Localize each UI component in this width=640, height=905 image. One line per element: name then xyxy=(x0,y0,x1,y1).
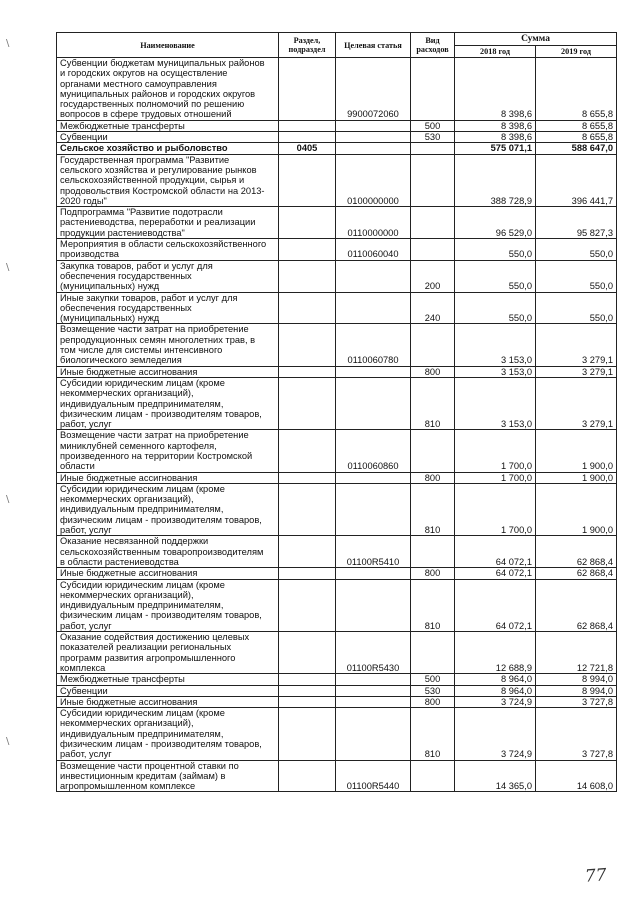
row-value-2019: 1 900,0 xyxy=(536,483,617,535)
table-row xyxy=(57,58,617,121)
table-row xyxy=(57,154,617,206)
row-value-2018: 8 964,0 xyxy=(455,685,536,696)
row-target: 0100000000 xyxy=(336,154,411,206)
row-type: 810 xyxy=(411,708,455,760)
row-target: 0110000000 xyxy=(336,207,411,239)
scan-mark: \ xyxy=(6,736,10,747)
row-target xyxy=(336,674,411,685)
header-type: Вид расходов xyxy=(411,33,455,58)
row-section xyxy=(279,579,336,631)
table-row xyxy=(57,430,617,472)
row-target: 0110060860 xyxy=(336,430,411,472)
row-target: 01100R5430 xyxy=(336,632,411,674)
row-type: 800 xyxy=(411,696,455,707)
row-section xyxy=(279,154,336,206)
row-name: Субвенции бюджетам муниципальных районов и городских округов на осуществление органами местного самоуправления муниципальных районов и городских округов государственных полномочий по решению вопросов в сфере трудовых отношений xyxy=(57,58,279,121)
row-value-2019: 3 279,1 xyxy=(536,366,617,377)
table-row xyxy=(57,260,617,292)
row-name: Иные бюджетные ассигнования xyxy=(57,568,279,579)
row-section xyxy=(279,568,336,579)
row-value-2019: 8 655,8 xyxy=(536,120,617,131)
table-row xyxy=(57,143,617,154)
row-target xyxy=(336,132,411,143)
table-row xyxy=(57,536,617,568)
row-section xyxy=(279,430,336,472)
row-value-2018: 3 153,0 xyxy=(455,377,536,429)
row-target xyxy=(336,568,411,579)
row-type xyxy=(411,430,455,472)
row-type xyxy=(411,324,455,366)
row-value-2018: 550,0 xyxy=(455,292,536,324)
row-value-2018: 550,0 xyxy=(455,239,536,261)
row-type xyxy=(411,536,455,568)
row-section xyxy=(279,132,336,143)
row-target xyxy=(336,579,411,631)
table-row xyxy=(57,366,617,377)
row-type: 530 xyxy=(411,685,455,696)
row-value-2018: 1 700,0 xyxy=(455,483,536,535)
row-section xyxy=(279,58,336,121)
row-section xyxy=(279,377,336,429)
row-value-2018: 3 153,0 xyxy=(455,324,536,366)
row-name: Закупка товаров, работ и услуг для обеспечения государственных (муниципальных) нужд xyxy=(57,260,279,292)
row-type: 800 xyxy=(411,472,455,483)
row-section xyxy=(279,472,336,483)
table-row xyxy=(57,708,617,760)
row-value-2019: 14 608,0 xyxy=(536,760,617,792)
row-section xyxy=(279,708,336,760)
row-name: Иные бюджетные ассигнования xyxy=(57,366,279,377)
header-target: Целевая статья xyxy=(336,33,411,58)
row-value-2018: 96 529,0 xyxy=(455,207,536,239)
row-target: 01100R5410 xyxy=(336,536,411,568)
row-name: Субсидии юридическим лицам (кроме некоммерческих организаций), индивидуальным предпринимателям, физическим лицам - производителям товаров, работ, услуг xyxy=(57,377,279,429)
row-section xyxy=(279,696,336,707)
table-row xyxy=(57,674,617,685)
row-type xyxy=(411,207,455,239)
row-name: Мероприятия в области сельскохозяйственного производства xyxy=(57,239,279,261)
row-value-2018: 8 398,6 xyxy=(455,132,536,143)
row-type: 500 xyxy=(411,120,455,131)
scan-mark: \ xyxy=(6,262,10,273)
row-section: 0405 xyxy=(279,143,336,154)
row-name: Иные закупки товаров, работ и услуг для обеспечения государственных (муниципальных) нужд xyxy=(57,292,279,324)
table-row xyxy=(57,579,617,631)
row-name: Иные бюджетные ассигнования xyxy=(57,696,279,707)
row-section xyxy=(279,632,336,674)
row-target xyxy=(336,696,411,707)
table-row xyxy=(57,292,617,324)
row-name: Субсидии юридическим лицам (кроме некоммерческих организаций), индивидуальным предпринимателям, физическим лицам - производителям товаров, работ, услуг xyxy=(57,708,279,760)
row-value-2019: 3 279,1 xyxy=(536,324,617,366)
scan-mark: \ xyxy=(6,38,10,49)
page-number: 77 xyxy=(584,865,608,887)
table-row xyxy=(57,132,617,143)
row-value-2019: 62 868,4 xyxy=(536,568,617,579)
row-value-2019: 8 994,0 xyxy=(536,674,617,685)
row-value-2019: 95 827,3 xyxy=(536,207,617,239)
row-value-2019: 12 721,8 xyxy=(536,632,617,674)
table-row xyxy=(57,568,617,579)
row-section xyxy=(279,685,336,696)
row-value-2019: 3 727,8 xyxy=(536,696,617,707)
row-value-2019: 62 868,4 xyxy=(536,579,617,631)
row-value-2018: 64 072,1 xyxy=(455,568,536,579)
row-target: 0110060780 xyxy=(336,324,411,366)
row-value-2018: 3 153,0 xyxy=(455,366,536,377)
row-type xyxy=(411,154,455,206)
row-target xyxy=(336,366,411,377)
table-row xyxy=(57,685,617,696)
table-row xyxy=(57,472,617,483)
row-target xyxy=(336,143,411,154)
row-target xyxy=(336,260,411,292)
table-row xyxy=(57,483,617,535)
header-sum: Сумма xyxy=(455,33,617,46)
table-row xyxy=(57,696,617,707)
header-name: Наименование xyxy=(57,33,279,58)
row-section xyxy=(279,260,336,292)
row-name: Оказание несвязанной поддержки сельскохозяйственным товаропроизводителям в области растениеводства xyxy=(57,536,279,568)
row-target: 9900072060 xyxy=(336,58,411,121)
row-name: Межбюджетные трансферты xyxy=(57,674,279,685)
row-type: 810 xyxy=(411,483,455,535)
row-section xyxy=(279,207,336,239)
row-target: 0110060040 xyxy=(336,239,411,261)
row-value-2018: 8 398,6 xyxy=(455,58,536,121)
row-name: Субвенции xyxy=(57,132,279,143)
scan-mark: \ xyxy=(6,494,10,505)
row-name: Субсидии юридическим лицам (кроме некоммерческих организаций), индивидуальным предпринимателям, физическим лицам - производителям товаров, работ, услуг xyxy=(57,483,279,535)
row-type xyxy=(411,632,455,674)
table-row xyxy=(57,324,617,366)
row-value-2018: 388 728,9 xyxy=(455,154,536,206)
row-value-2018: 1 700,0 xyxy=(455,472,536,483)
row-type xyxy=(411,143,455,154)
row-section xyxy=(279,120,336,131)
row-value-2019: 550,0 xyxy=(536,292,617,324)
row-target xyxy=(336,120,411,131)
row-type: 810 xyxy=(411,377,455,429)
row-value-2018: 3 724,9 xyxy=(455,708,536,760)
row-type: 810 xyxy=(411,579,455,631)
row-name: Оказание содействия достижению целевых показателей реализации региональных программ развития агропромышленного комплекса xyxy=(57,632,279,674)
row-value-2019: 1 900,0 xyxy=(536,472,617,483)
row-section xyxy=(279,366,336,377)
row-section xyxy=(279,292,336,324)
row-name: Сельское хозяйство и рыболовство xyxy=(57,143,279,154)
row-value-2018: 8 964,0 xyxy=(455,674,536,685)
table-body xyxy=(57,58,617,792)
row-value-2019: 62 868,4 xyxy=(536,536,617,568)
row-value-2019: 550,0 xyxy=(536,260,617,292)
row-target xyxy=(336,377,411,429)
row-value-2019: 3 727,8 xyxy=(536,708,617,760)
row-section xyxy=(279,674,336,685)
row-type xyxy=(411,760,455,792)
row-value-2018: 64 072,1 xyxy=(455,579,536,631)
row-name: Возмещение части затрат на приобретение миниклубней семенного картофеля, произведенного на территории Костромской области xyxy=(57,430,279,472)
row-value-2019: 550,0 xyxy=(536,239,617,261)
header-2018: 2018 год xyxy=(455,46,536,58)
row-section xyxy=(279,324,336,366)
row-value-2018: 64 072,1 xyxy=(455,536,536,568)
row-target xyxy=(336,685,411,696)
row-value-2019: 8 655,8 xyxy=(536,58,617,121)
table-row xyxy=(57,239,617,261)
row-name: Субвенции xyxy=(57,685,279,696)
row-name: Межбюджетные трансферты xyxy=(57,120,279,131)
table-row xyxy=(57,377,617,429)
row-section xyxy=(279,483,336,535)
row-name: Подпрограмма "Развитие подотрасли растениеводства, переработки и реализации продукции растениеводства" xyxy=(57,207,279,239)
table-row xyxy=(57,760,617,792)
row-target xyxy=(336,483,411,535)
row-type: 500 xyxy=(411,674,455,685)
row-type: 800 xyxy=(411,366,455,377)
row-target xyxy=(336,472,411,483)
row-value-2019: 1 900,0 xyxy=(536,430,617,472)
row-target: 01100R5440 xyxy=(336,760,411,792)
table-header xyxy=(57,33,617,58)
row-target xyxy=(336,292,411,324)
row-value-2018: 3 724,9 xyxy=(455,696,536,707)
row-section xyxy=(279,536,336,568)
row-type: 530 xyxy=(411,132,455,143)
row-name: Возмещение части затрат на приобретение репродукционных семян многолетних трав, в том числе для системы интенсивного биологического земледелия xyxy=(57,324,279,366)
row-value-2019: 8 655,8 xyxy=(536,132,617,143)
row-value-2018: 1 700,0 xyxy=(455,430,536,472)
row-section xyxy=(279,239,336,261)
row-value-2019: 396 441,7 xyxy=(536,154,617,206)
row-section xyxy=(279,760,336,792)
header-2019: 2019 год xyxy=(536,46,617,58)
row-value-2018: 14 365,0 xyxy=(455,760,536,792)
row-target xyxy=(336,708,411,760)
row-value-2019: 588 647,0 xyxy=(536,143,617,154)
row-name: Иные бюджетные ассигнования xyxy=(57,472,279,483)
row-value-2019: 8 994,0 xyxy=(536,685,617,696)
table-row xyxy=(57,632,617,674)
row-type xyxy=(411,58,455,121)
budget-table xyxy=(56,32,617,792)
table-row xyxy=(57,120,617,131)
row-name: Субсидии юридическим лицам (кроме некоммерческих организаций), индивидуальным предпринимателям, физическим лицам - производителям товаров, работ, услуг xyxy=(57,579,279,631)
row-type: 800 xyxy=(411,568,455,579)
row-value-2018: 12 688,9 xyxy=(455,632,536,674)
row-value-2018: 550,0 xyxy=(455,260,536,292)
row-value-2019: 3 279,1 xyxy=(536,377,617,429)
table-row xyxy=(57,207,617,239)
row-name: Возмещение части процентной ставки по инвестиционным кредитам (займам) в агропромышленном комплексе xyxy=(57,760,279,792)
row-name: Государственная программа "Развитие сельского хозяйства и регулирование рынков сельскохозяйственной продукции, сырья и продовольствия Костромской области на 2013- 2020 годы" xyxy=(57,154,279,206)
header-section: Раздел, подраздел xyxy=(279,33,336,58)
row-type: 200 xyxy=(411,260,455,292)
row-type: 240 xyxy=(411,292,455,324)
row-type xyxy=(411,239,455,261)
row-value-2018: 8 398,6 xyxy=(455,120,536,131)
row-value-2018: 575 071,1 xyxy=(455,143,536,154)
